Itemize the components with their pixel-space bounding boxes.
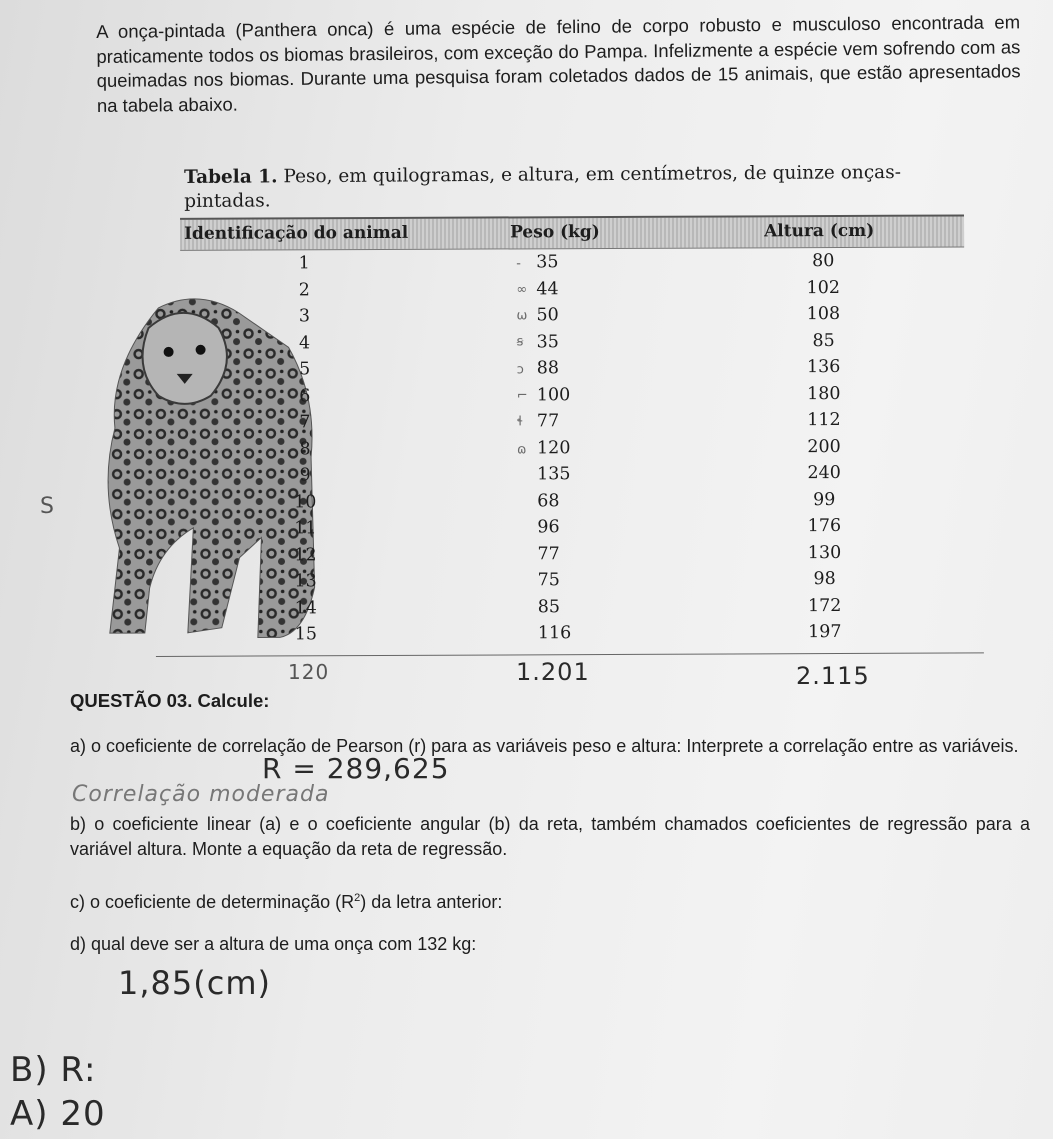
cell-height: 136 (806, 356, 841, 378)
handwritten-d-answer: 1,85(cm) (118, 964, 271, 1002)
cell-id: 10 (294, 491, 317, 512)
table-row (150, 303, 986, 333)
handwritten-sum-weight: 1.201 (516, 658, 590, 686)
cell-height: 99 (813, 489, 836, 510)
handwritten-sum-id: 120 (288, 660, 330, 684)
cell-weight: 35 (536, 331, 559, 352)
cell-height: 176 (807, 515, 842, 537)
handwritten-r-answer: R = 289,625 (262, 752, 450, 785)
table-row (150, 277, 986, 307)
pencil-mark: ɷ (517, 442, 527, 458)
handwritten-sum-height: 2.115 (796, 662, 870, 690)
cell-weight: 85 (537, 596, 561, 617)
cell-weight: 116 (537, 623, 572, 644)
cell-id: 4 (298, 332, 311, 353)
handwritten-margin-mark: S (40, 494, 55, 519)
cell-height: 200 (807, 436, 841, 457)
table-row (151, 330, 987, 360)
header-id: Identificação do animal (184, 222, 409, 244)
cell-id: 5 (299, 359, 311, 380)
cell-id: 12 (294, 544, 317, 565)
table-header (180, 214, 964, 250)
handwritten-correlation-note: Correlação moderada (72, 782, 330, 807)
pencil-mark: ω (516, 308, 528, 324)
table-row (152, 568, 988, 598)
data-table (150, 210, 988, 666)
pencil-mark: ɔ (516, 362, 524, 378)
table-row (151, 436, 987, 466)
cell-weight: 75 (537, 570, 560, 591)
table-bottom-rule (156, 652, 984, 657)
cell-id: 9 (299, 465, 311, 486)
cell-id: 6 (299, 385, 311, 406)
cell-weight: 88 (536, 358, 560, 379)
table-row (151, 383, 987, 413)
table-row (151, 542, 987, 572)
cell-height: 172 (807, 595, 842, 616)
table-row (152, 595, 988, 625)
question-c (70, 886, 1030, 915)
cell-weight: 50 (536, 305, 559, 326)
cell-height: 197 (808, 621, 842, 643)
cell-height: 130 (807, 542, 842, 563)
intro-paragraph: A onça-pintada (Panthera onca) é uma espécie de felino de corpo robusto e musculoso encontrada em praticamente todos os biomas brasileiros, com exceção do Pampa. Infelizmente a espécie vem sofrendo com as queimadas nos biomas. Durante uma pesquisa foram coletados dados de 15 animais, que estão apresentados na tabela abaixo. (96, 11, 1021, 116)
cell-id: 14 (294, 597, 317, 618)
question-c-text-end: ) da letra anterior: (360, 892, 503, 912)
cell-id: 8 (299, 438, 311, 459)
pencil-mark: ɬ (516, 414, 524, 430)
question-title: QUESTÃO 03. Calcule: (70, 690, 270, 711)
cell-height: 102 (806, 277, 841, 298)
table-row (151, 462, 987, 492)
cell-height: 240 (807, 462, 841, 484)
table-caption (184, 160, 984, 214)
header-height: Altura (cm) (764, 220, 875, 242)
pencil-mark: ꞩ (516, 334, 524, 350)
pencil-mark: ⌐ (516, 388, 528, 404)
cell-weight: 35 (536, 252, 559, 273)
cell-height: 180 (807, 383, 841, 404)
cell-height: 112 (807, 409, 841, 431)
cell-weight: 135 (537, 464, 571, 485)
cell-weight: 96 (537, 517, 560, 538)
cell-id: 7 (299, 412, 311, 433)
table-row (151, 489, 987, 519)
cell-weight: 68 (537, 490, 560, 511)
table-row (151, 356, 987, 386)
cell-id: 1 (298, 253, 310, 274)
table-caption-text: Peso, em quilogramas, e altura, em centímetros, de quinze onças-pintadas. (184, 161, 901, 212)
question-d: d) qual deve ser a altura de uma onça com 132 kg: (70, 934, 477, 954)
cell-id: 3 (298, 306, 311, 327)
cell-height: 108 (806, 303, 841, 325)
table-caption-label: Tabela 1. (184, 166, 278, 188)
cell-id: 13 (294, 571, 317, 592)
pencil-mark: - (516, 256, 521, 272)
question-b: b) o coeficiente linear (a) e o coeficiente angular (b) da reta, também chamados coeficientes de regressão para a variável altura. Monte a equação da reta de regressão. (70, 814, 1030, 859)
header-weight: Peso (kg) (510, 222, 600, 243)
question-c-superscript: 2 (354, 892, 361, 904)
cell-id: 11 (294, 518, 317, 539)
question-c-text: c) o coeficiente de determinação (R (70, 892, 355, 912)
table-row (151, 409, 987, 439)
handwritten-a-note: A) 20 (10, 1094, 106, 1134)
table-row (150, 250, 986, 280)
table-row (151, 515, 987, 545)
cell-height: 85 (812, 330, 835, 351)
cell-weight: 77 (536, 411, 560, 432)
cell-height: 80 (812, 251, 835, 272)
cell-weight: 100 (536, 384, 571, 405)
cell-weight: 120 (536, 437, 571, 458)
handwritten-b-note: B) R: (10, 1050, 97, 1090)
cell-id: 15 (294, 624, 318, 645)
cell-height: 98 (813, 569, 836, 590)
table-row (152, 621, 988, 651)
question-a: a) o coeficiente de correlação de Pearson (r) para as variáveis peso e altura: Interprete a correlação entre as variáveis. (70, 736, 1019, 756)
cell-id: 2 (298, 279, 310, 300)
cell-weight: 44 (536, 278, 559, 299)
cell-weight: 77 (537, 543, 560, 564)
pencil-mark: ∞ (516, 282, 528, 298)
